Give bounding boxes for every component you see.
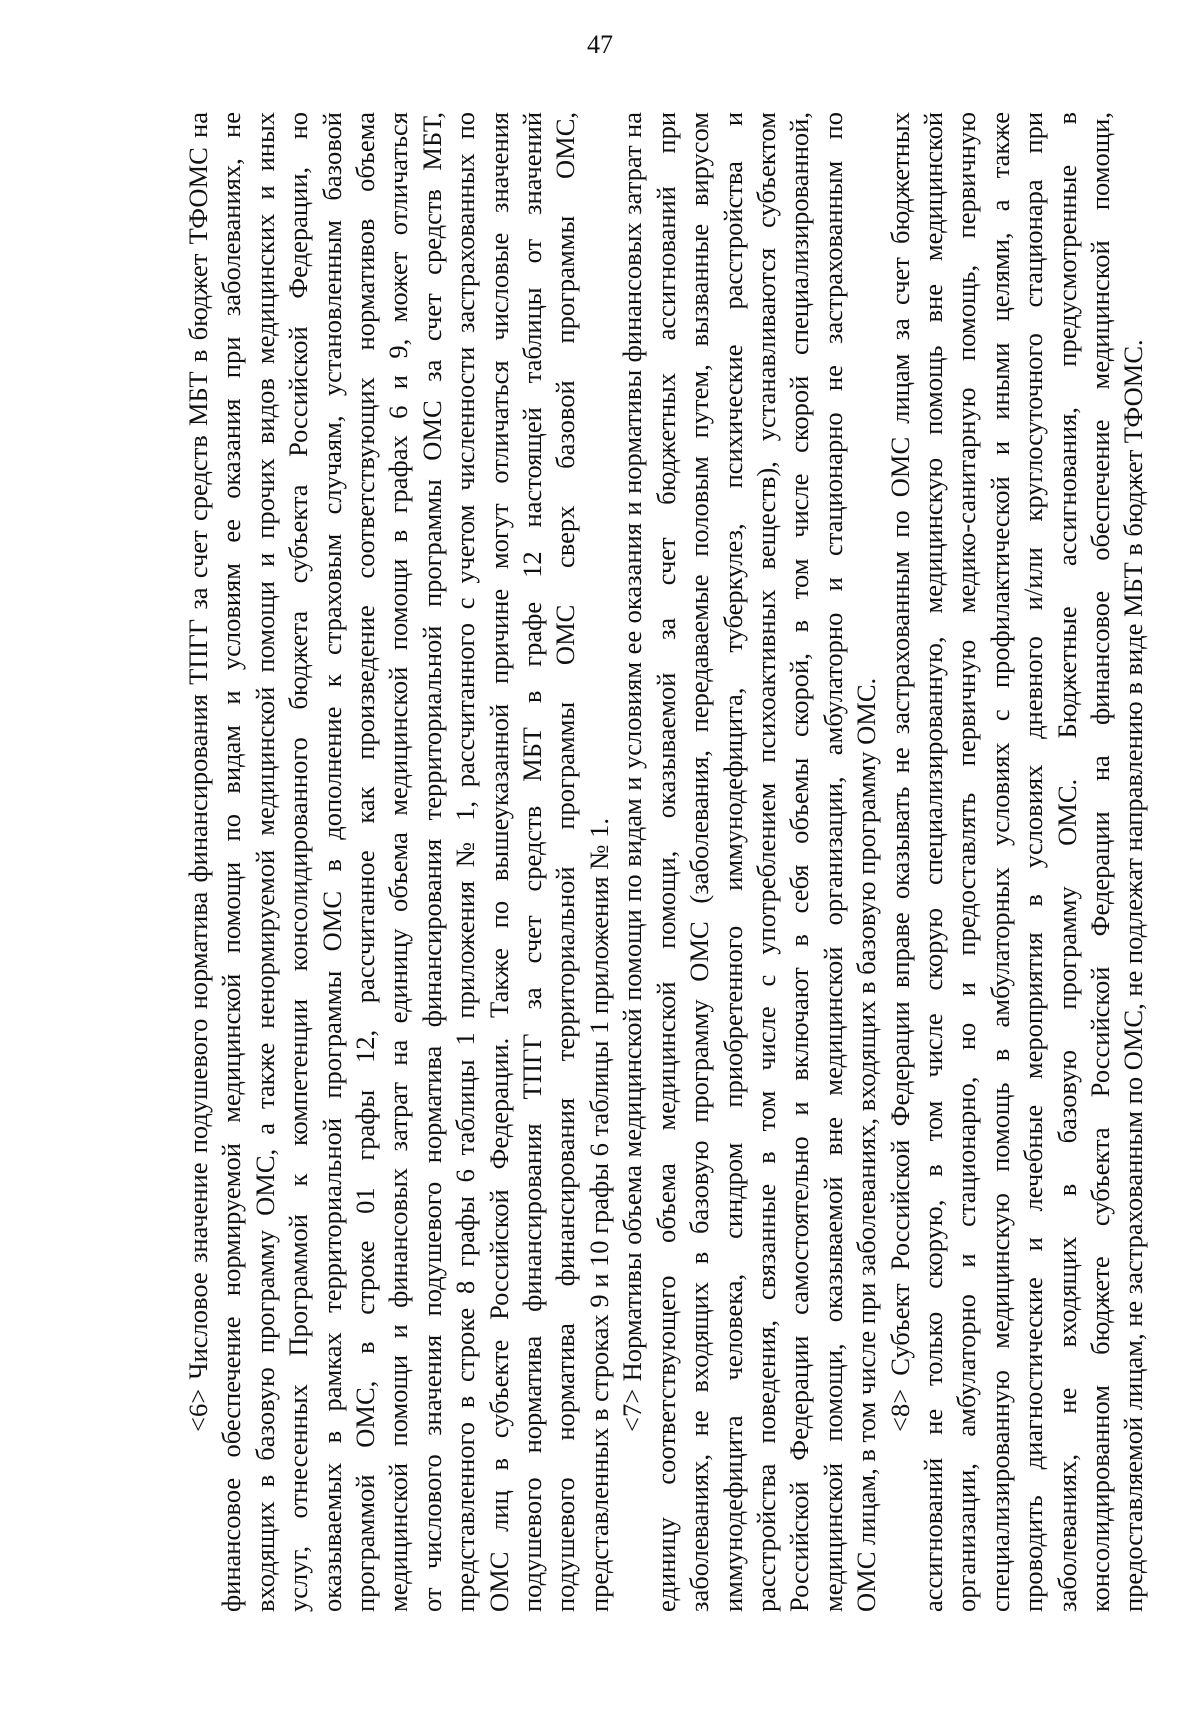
text-line: организации, амбулаторно и стационарно, но и предоставлять первичную медико-санитарную помощь, первичную xyxy=(951,112,982,1612)
text-line: подушевого норматива финансирования ТПГГ за счет средств МБТ в графе 12 настоящей таблицы от значений xyxy=(517,112,548,1612)
text-line: входящих в базовую программу ОМС, а также ненормируемой медицинской помощи и прочих видов медицинских и иных xyxy=(249,112,280,1612)
text-line: <8> Субъект Российской Федерации вправе оказывать не застрахованным по ОМС лицам за счет бюджетных xyxy=(884,112,915,1432)
text-line: ОМС лиц в субъекте Российской Федерации. Также по вышеуказанной причине могут отличаться числовые значения xyxy=(483,112,514,1612)
text-line: услуг, отнесенных Программой к компетенции консолидированного бюджета субъекта Российской Федерации, но xyxy=(283,112,314,1612)
text-line: представленных в строках 9 и 10 графы 6 таблицы 1 приложения № 1. xyxy=(583,817,614,1612)
text-line: оказываемых в рамках территориальной программы ОМС в дополнение к страховым случаям, установленным базовой xyxy=(316,112,347,1612)
text-line: специализированную медицинскую помощь в амбулаторных условиях с профилактической и иными целями, а также xyxy=(984,112,1015,1612)
text-line: заболеваниях, не входящих в базовую программу ОМС (заболевания, передаваемые половым путем, вызванные вирусом xyxy=(684,112,715,1612)
text-line: <7> Нормативы объема медицинской помощи по видам и условиям ее оказания и нормативы финансовых затрат на xyxy=(617,112,648,1432)
text-line: проводить диагностические и лечебные мероприятия в условиях дневного и/или круглосуточного стационара при xyxy=(1018,112,1049,1612)
text-line: медицинской помощи, оказываемой вне медицинской организации, амбулаторно и стационарно не застрахованным по xyxy=(817,112,848,1612)
text-line: предоставляемой лицам, не застрахованным по ОМС, не подлежат направлению в виде МБТ в бюджет ТФОМС. xyxy=(1118,339,1149,1612)
text-line: заболеваниях, не входящих в базовую программу ОМС. Бюджетные ассигнования, предусмотренные в xyxy=(1051,112,1082,1612)
text-line: расстройства поведения, связанные в том числе с употреблением психоактивных веществ), устанавливаются субъектом xyxy=(750,112,781,1612)
text-line: программой ОМС, в строке 01 графы 12, рассчитанное как произведение соответствующих нормативов объема xyxy=(350,112,381,1612)
text-line: иммунодефицита человека, синдром приобретенного иммунодефицита, туберкулез, психические расстройства и xyxy=(717,112,748,1612)
text-line: консолидированном бюджете субъекта Российской Федерации на финансовое обеспечение медицинской помощи, xyxy=(1084,112,1115,1612)
text-line: медицинской помощи и финансовых затрат на единицу объема медицинской помощи в графах 6 и 9, может отличаться xyxy=(383,112,414,1612)
text-line: ассигнований не только скорую, в том числе скорую специализированную, медицинскую помощь вне медицинской xyxy=(917,112,948,1612)
page-number: 47 xyxy=(587,30,613,59)
text-line: <6> Числовое значение подушевого норматива финансирования ТПГГ за счет средств МБТ в бюджет ТФОМС на xyxy=(183,112,213,1432)
footnotes-text-block xyxy=(182,112,1151,1612)
text-line: Российской Федерации самостоятельно и включают в себя объемы скорой, в том числе скорой специализированной, xyxy=(784,112,815,1612)
text-line: финансовое обеспечение нормируемой медицинской помощи по видам и условиям ее оказания при заболеваниях, не xyxy=(216,112,247,1612)
rotated-page-content xyxy=(182,112,1149,1612)
text-line: представленного в строке 8 графы 6 таблицы 1 приложения № 1, рассчитанного с учетом численности застрахованных по xyxy=(450,112,481,1612)
text-line: подушевого норматива финансирования территориальной программы ОМС сверх базовой программы ОМС, xyxy=(550,112,581,1612)
text-line: ОМС лицам, в том числе при заболеваниях, входящих в базовую программу ОМС. xyxy=(851,677,882,1612)
text-line: от числового значения подушевого норматива финансирования территориальной программы ОМС за счет средств МБТ, xyxy=(416,112,447,1612)
text-line: единицу соответствующего объема медицинской помощи, оказываемой за счет бюджетных ассигнований при xyxy=(650,112,681,1612)
